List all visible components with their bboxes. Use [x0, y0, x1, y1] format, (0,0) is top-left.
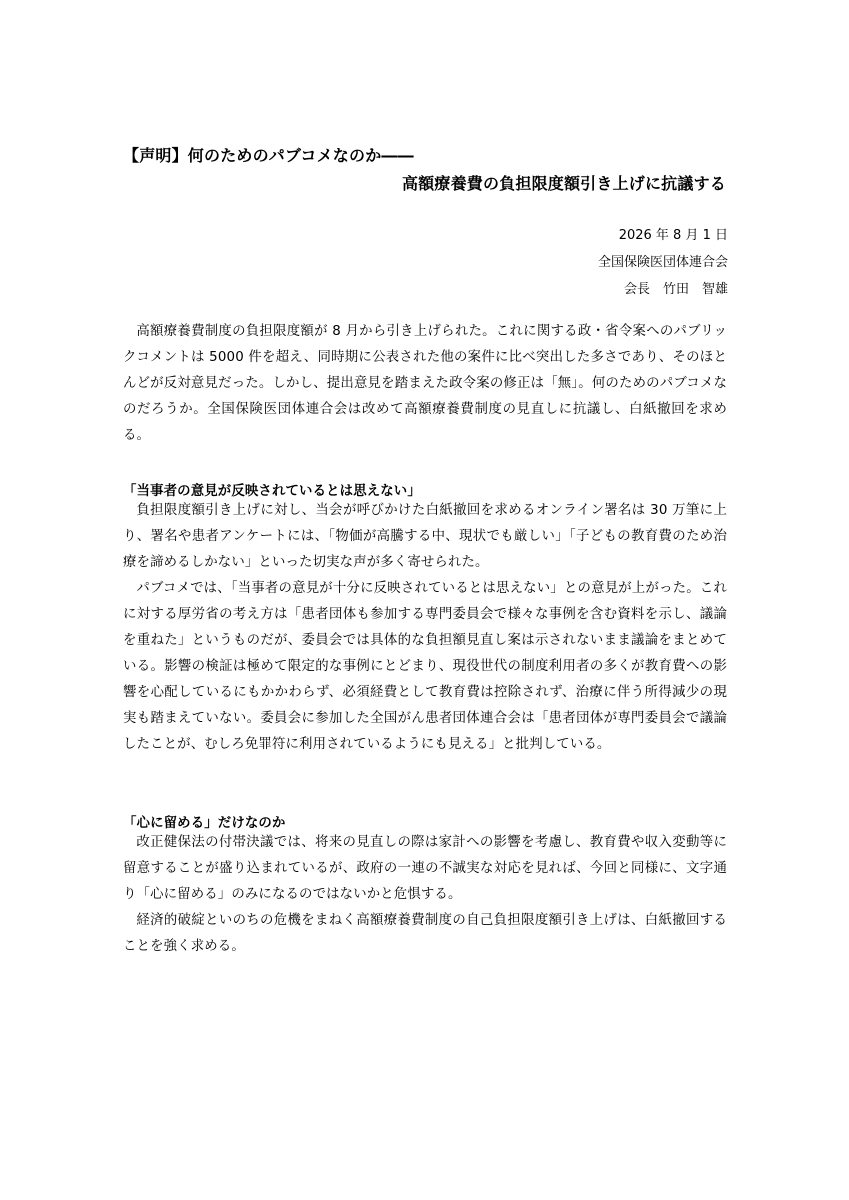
- section-heading: 「心に留める」だけなのか: [123, 816, 286, 831]
- organization-name: 全国保険医団体連合会: [597, 255, 728, 270]
- section-body: [123, 498, 727, 758]
- statement-subtitle: 高額療養費の負担限度額引き上げに抗議する: [401, 174, 726, 193]
- section-heading: 「当事者の意見が反映されているとは思えない」: [123, 484, 421, 499]
- signatory-name: 会長 竹田 智雄: [623, 282, 728, 297]
- section-paragraph: 経済的破綻といのちの危機をまねく高額療養費制度の自己負担限度額引き上げは、白紙撤回することを強く求める。: [123, 913, 727, 954]
- statement-title: 【声明】何のためのパブコメなのか――: [123, 146, 414, 165]
- intro-section: [123, 319, 727, 449]
- statement-date: 2026 年 8 月 1 日: [618, 228, 728, 243]
- section-body: [123, 830, 727, 960]
- section-paragraph: 負担限度額引き上げに対し、当会が呼びかけた白紙撤回を求めるオンライン署名は 30 万筆に上り、署名や患者アンケートには、「物価が高騰する中、現状でも厳しい」「子どもの教育費のため治療を諦めるしかない」といった切実な声が多く寄せられた。: [123, 503, 727, 570]
- section-paragraph: 改正健保法の付帯決議では、将来の見直しの際は家計への影響を考慮し、教育費や収入変動等に留意することが盛り込まれているが、政府の一連の不誠実な対応を見れば、今回と同様に、文字通り「心に留める」のみになるのではないかと危惧する。: [123, 835, 727, 902]
- intro-paragraph: 高額療養費制度の負担限度額が 8 月から引き上げられた。これに関する政・省令案へのパブリックコメントは 5000 件を超え、同時期に公表された他の案件に比べ突出した多さであり、そのほとんどが反対意見だった。しかし、提出意見を踏まえた政令案の修正は「無」。何のためのパブコメなのだろうか。全国保険医団体連合会は改めて高額療養費制度の見直しに抗議し、白紙撤回を求める。: [123, 324, 727, 443]
- signature-block: [598, 222, 728, 303]
- section-paragraph: パブコメでは、「当事者の意見が十分に反映されているとは思えない」との意見が上がった。これに対する厚労省の考え方は「患者団体も参加する専門委員会で様々な事例を含む資料を示し、議論を重ねた」というものだが、委員会では具体的な負担額見直し案は示されないまま議論をまとめている。影響の検証は極めて限定的な事例にとどまり、現役世代の制度利用者の多くが教育費への影響を心配しているにもかかわらず、必須経費として教育費は控除されず、治療に伴う所得減少の現実も踏まえていない。委員会に参加した全国がん患者団体連合会は「患者団体が専門委員会で議論したことが、むしろ免罪符に利用されているようにも見える」と批判している。: [123, 581, 727, 752]
